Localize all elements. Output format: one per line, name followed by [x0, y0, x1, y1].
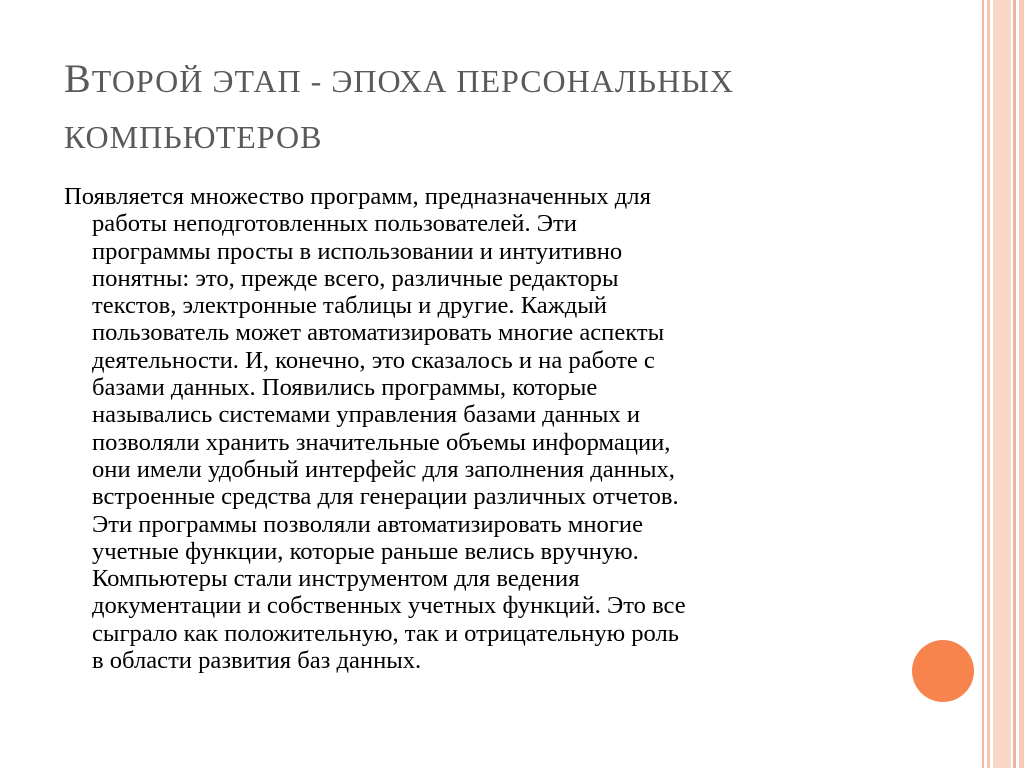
stripe	[982, 0, 984, 768]
slide-title	[64, 52, 894, 164]
stripe	[993, 0, 1011, 768]
stripe	[1013, 0, 1016, 768]
title-initial: В	[64, 56, 92, 101]
decorative-stripes	[982, 0, 1024, 768]
stripe	[987, 0, 990, 768]
slide-body-text: Появляется множество программ, предназначенных для работы неподготовленных пользователей. Эти программы просты в использовании и интуитивно понятны: это, прежде всего, различные редакторы текстов, электронные таблицы и другие. Каждый пользователь может автоматизировать многие аспекты деятельности. И, конечно, это сказалось и на работе с базами данных. Появились программы, которые назывались системами управления базами данных и позволяли хранить значительные объемы информации, они имели удобный интерфейс для заполнения данных, встроенные средства для генерации различных отчетов. Эти программы позволяли автоматизировать многие учетные функции, которые раньше велись вручную. Компьютеры стали инструментом для ведения документации и собственных учетных функций. Это все сыграло как положительную, так и отрицательную роль в области развития баз данных.	[64, 183, 686, 675]
title-rest: ТОРОЙ ЭТАП - ЭПОХА ПЕРСОНАЛЬНЫХ КОМПЬЮТЕРОВ	[64, 63, 735, 155]
stripe	[1019, 0, 1024, 768]
decorative-circle	[912, 640, 974, 702]
